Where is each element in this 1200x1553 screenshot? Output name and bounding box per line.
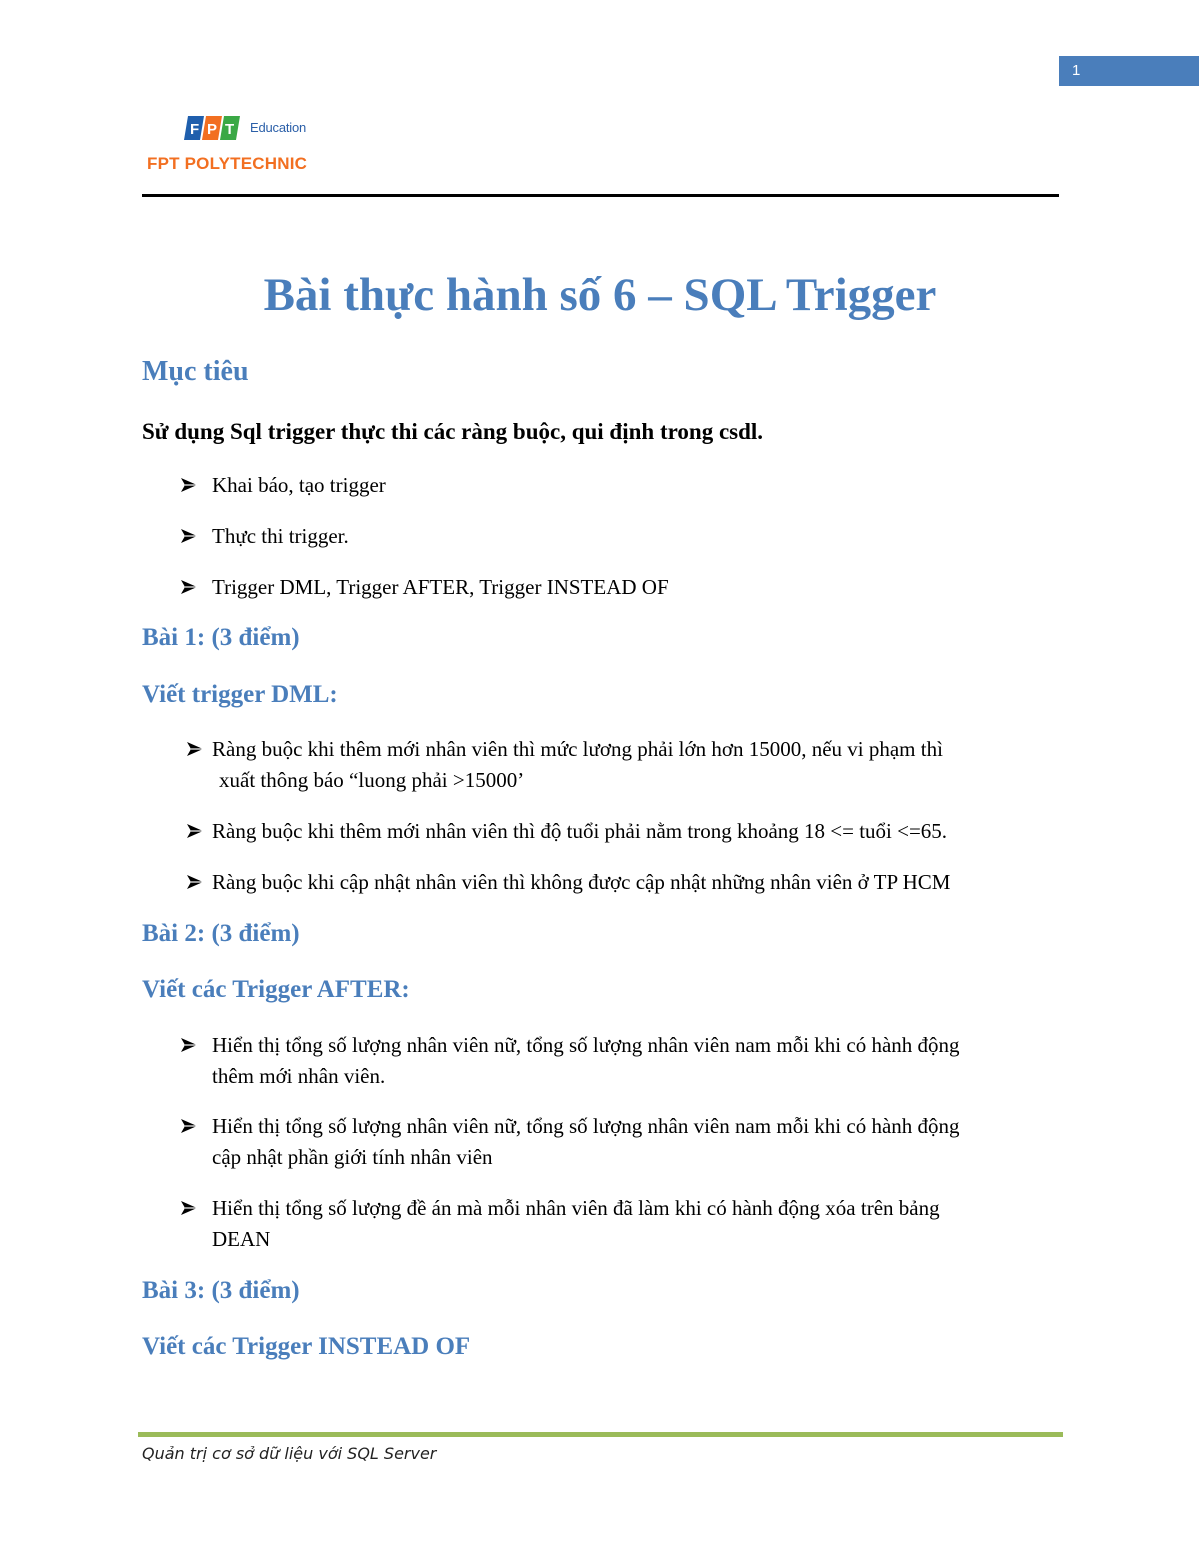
objective-heading: Mục tiêu [142, 356, 249, 387]
exercise3-subheading: Viết các Trigger INSTEAD OF [142, 1333, 471, 1360]
exercise1-subheading: Viết trigger DML: [142, 681, 338, 708]
arrow-bullet-icon [180, 477, 198, 493]
arrow-bullet-icon [180, 528, 198, 544]
arrow-bullet-icon [180, 579, 198, 595]
header-divider [142, 194, 1059, 197]
svg-text:P: P [207, 121, 218, 138]
page-title: Bài thực hành số 6 – SQL Trigger [263, 269, 937, 321]
list-item: Ràng buộc khi thêm mới nhân viên thì độ tuổi phải nằm trong khoảng 18 <= tuổi <=65. [186, 816, 947, 847]
exercise3-heading: Bài 3: (3 điểm) [142, 1277, 300, 1304]
fpt-logo [146, 112, 346, 182]
logo-school-name: FPT POLYTECHNIC [147, 154, 308, 173]
list-item: Ràng buộc khi cập nhật nhân viên thì không được cập nhật những nhân viên ở TP HCM [186, 867, 950, 898]
objective-intro: Sử dụng Sql trigger thực thi các ràng buộc, qui định trong csdl. [142, 419, 764, 444]
list-item: Hiển thị tổng số lượng nhân viên nữ, tổng số lượng nhân viên nam mỗi khi có hành động cập nhật phần giới tính nhân viên [180, 1111, 960, 1173]
arrow-bullet-icon [180, 1200, 198, 1216]
page-number: 1 [1072, 62, 1081, 79]
arrow-bullet-icon [180, 1037, 198, 1053]
arrow-bullet-icon [186, 741, 204, 757]
list-item: Hiển thị tổng số lượng đề án mà mỗi nhân viên đã làm khi có hành động xóa trên bảng DEAN [180, 1193, 940, 1255]
arrow-bullet-icon [180, 1118, 198, 1134]
footer-course-title: Quản trị cơ sở dữ liệu với SQL Server [142, 1444, 437, 1463]
logo-tagline: Education [250, 120, 307, 135]
footer-divider [138, 1432, 1063, 1437]
exercise2-heading: Bài 2: (3 điểm) [142, 920, 300, 947]
svg-text:T: T [225, 121, 235, 138]
arrow-bullet-icon [186, 874, 204, 890]
list-item: Trigger DML, Trigger AFTER, Trigger INSTEAD OF [180, 572, 669, 603]
exercise1-heading: Bài 1: (3 điểm) [142, 624, 300, 651]
exercise2-subheading: Viết các Trigger AFTER: [142, 976, 410, 1003]
page-number-tab [1059, 56, 1199, 86]
list-item: Khai báo, tạo trigger [180, 470, 386, 501]
list-item: Ràng buộc khi thêm mới nhân viên thì mức lương phải lớn hơn 15000, nếu vi phạm thì xuất thông báo “luong phải >15000’ [186, 734, 943, 796]
fpt-letter-f: F [190, 121, 200, 138]
list-item: Hiển thị tổng số lượng nhân viên nữ, tổng số lượng nhân viên nam mỗi khi có hành động thêm mới nhân viên. [180, 1030, 960, 1092]
arrow-bullet-icon [186, 823, 204, 839]
fpt-brand-icon [182, 114, 244, 142]
list-item: Thực thi trigger. [180, 521, 349, 552]
